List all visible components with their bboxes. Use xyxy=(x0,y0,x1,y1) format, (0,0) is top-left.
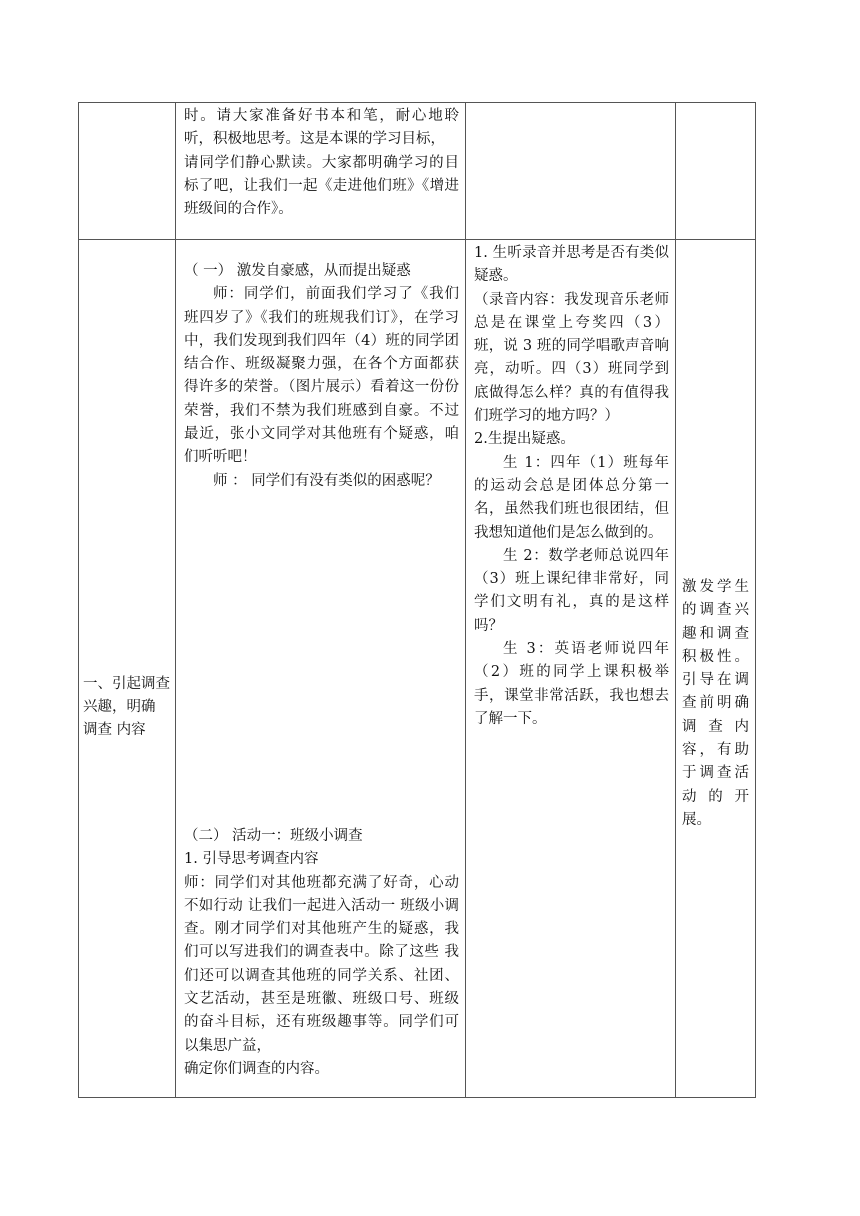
teacher-part-1 xyxy=(184,260,459,493)
section-heading: （二） 活动一：班级小调查 xyxy=(184,828,363,844)
student-answer: 生 2：数学老师总说四年（3）班上课纪律非常好，同学们文明有礼，真的是这样吗？ xyxy=(474,547,669,634)
teacher-part-2 xyxy=(184,825,459,1081)
student-text: （录音内容：我发现音乐老师总是在课堂上夸奖四（3）班，说 3 班的同学唱歌声音响亮，动听。四（3）班同学到底做得怎么样？真的有值得我们班学习的地方吗？） xyxy=(474,291,669,425)
table-row xyxy=(79,240,756,1098)
purpose-cell-empty xyxy=(676,103,756,240)
purpose-cell xyxy=(676,240,756,1098)
stage-label: 一、引起调查兴趣，明确 调查 内容 xyxy=(83,675,170,739)
teacher-text: 时。请大家准备好书本和笔，耐心地聆听，积极地思考。这是本课的学习目标， xyxy=(184,108,459,148)
student-text: 1. 生听录音并思考是否有类似疑惑。 xyxy=(474,245,669,285)
teacher-paragraph: 确定你们调查的内容。 xyxy=(184,1060,329,1077)
table-row xyxy=(79,103,756,240)
stage-cell-empty xyxy=(79,103,176,240)
student-text: 2.生提出疑惑。 xyxy=(474,431,575,448)
teacher-activity-cell xyxy=(176,103,466,240)
student-answer: 生 1：四年（1）班每年的运动会总是团体总分第一名，虽然我们班也很团结，但我想知道他们是怎么做到的。 xyxy=(474,454,669,541)
teacher-text: 请同学们静心默读。大家都明确学习的目标了吧，让我们一起《走进他们班》《增进班级间的合作》。 xyxy=(184,154,459,218)
section-subheading: 1. 引导思考调查内容 xyxy=(184,851,319,868)
purpose-text: 激发学生的调查兴趣和调查积极性。引导在调查前明确调查内容，有助于调查活动的开展。 xyxy=(682,579,749,828)
student-activity-cell xyxy=(466,240,676,1098)
section-heading: （ 一） 激发自豪感，从而提出疑惑 xyxy=(184,263,411,279)
stage-cell xyxy=(79,240,176,1098)
teacher-paragraph: 师：同学们对其他班都充满了好奇，心动不如行动 让我们一起进入活动一 班级小调查。刚才同学们对其他班产生的疑惑，我们可以写进我们的调查表中。除了这些 我们还可以调查其他班的同学关系、社团、文艺活动，甚至是班徽、班级口号、班级的奋斗目标，还有班级趣事等。同学们可以集思广益， xyxy=(184,874,459,1054)
teacher-paragraph: 师 ： 同学们有没有类似的困惑呢？ xyxy=(213,472,440,489)
student-activity-cell-empty xyxy=(466,103,676,240)
student-answer: 生 3：英语老师说四年（2）班的同学上课积极举手，课堂非常活跃，我也想去了解一下。 xyxy=(474,641,669,727)
teacher-activity-cell xyxy=(176,240,466,1098)
lesson-plan-table xyxy=(78,102,756,1098)
teacher-paragraph: 师：同学们，前面我们学习了《我们班四岁了》《我们的班规我们订》，在学习中，我们发现到我们四年（4）班的同学团结合作、班级凝聚力强，在各个方面都获得许多的荣誉。（图片展示）看着这一份份荣誉，我们不禁为我们班感到自豪。不过最近，张小文同学对其他班有个疑惑，咱们听听吧！ xyxy=(184,286,459,466)
